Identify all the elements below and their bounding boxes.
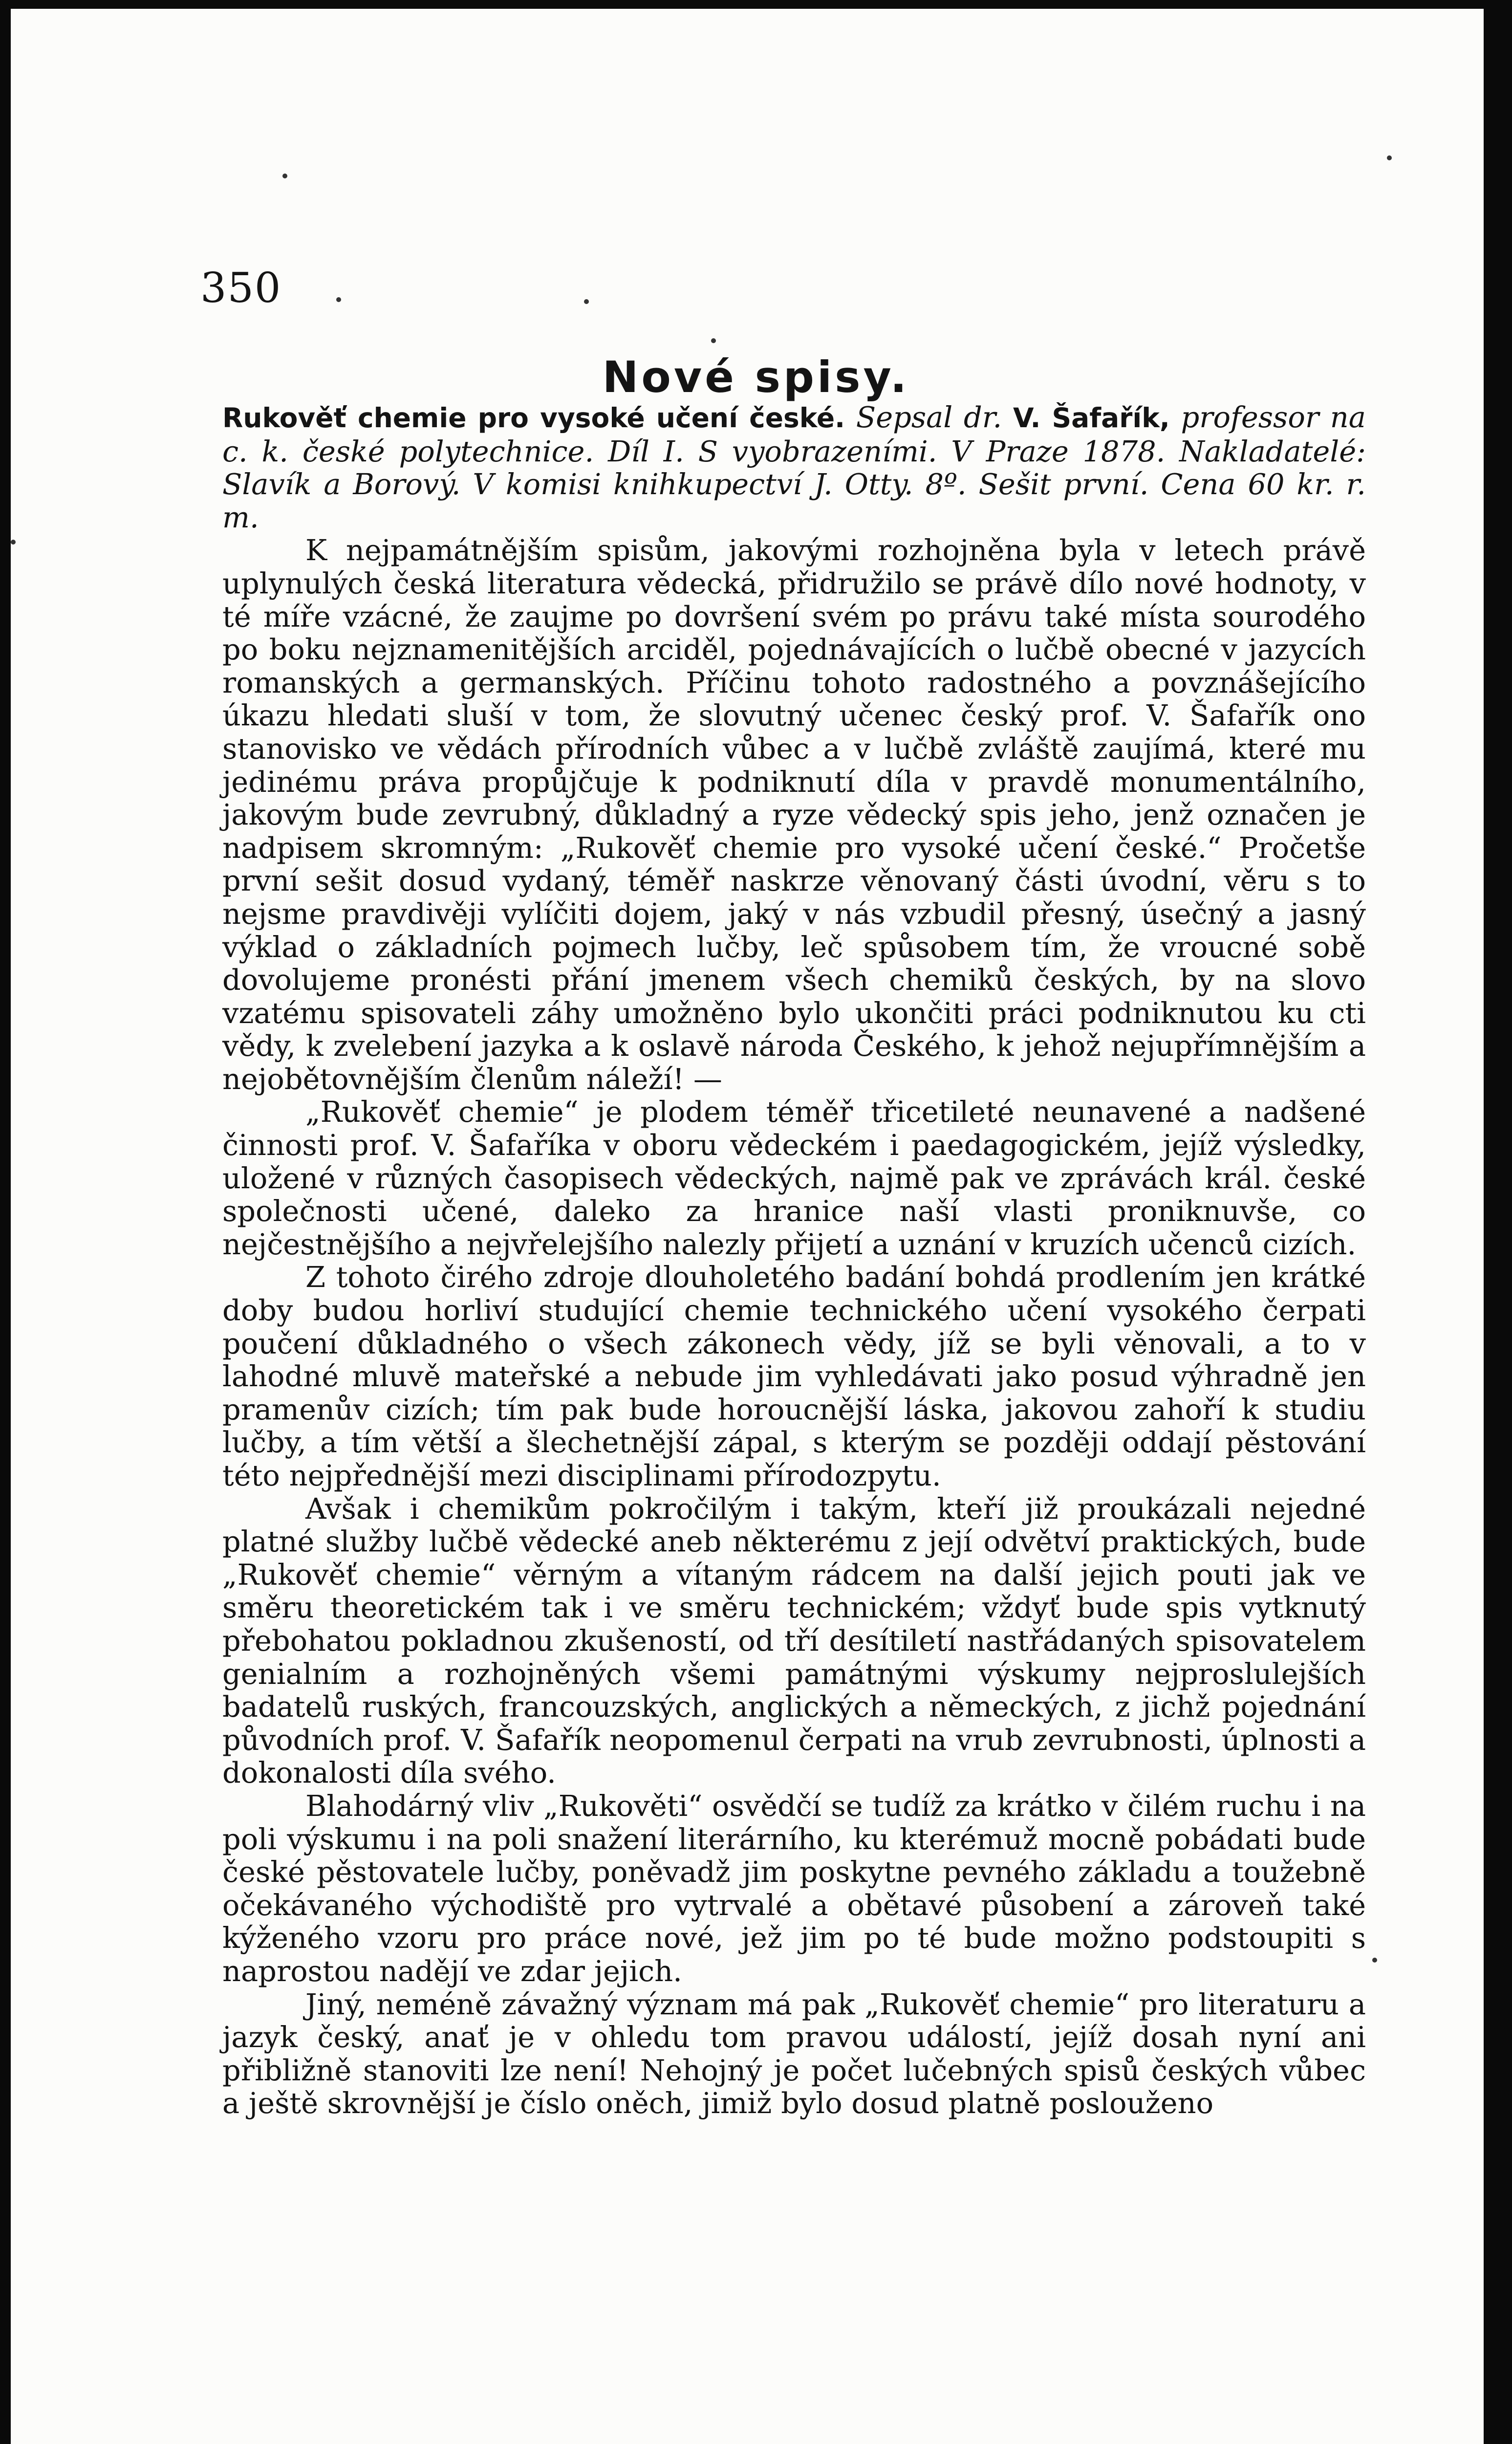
paragraph-3: Z tohoto čirého zdroje dlouholetého badání bohdá prodlením jen krátké doby budou horliví studující chemie technického učení vysokého čerpati poučení důkladného o všech zákonech vědy, jíž se byli věnovali, a to v lahodné mluvě mateřské a nebude jim vyhledávati jako posud výhradně jen pramenův cizích; tím pak bude horoucnější láska, jakovou zahoří k studiu lučby, a tím větší a šlechetnější zápal, s kterým se později oddají pěstování této nejpřednější mezi disciplinami přírodozpytu. bbox=[222, 1260, 1366, 1492]
page-number: 350 bbox=[200, 264, 282, 312]
scan-speck bbox=[282, 174, 287, 178]
book-author: V. Šafařík, bbox=[1013, 402, 1170, 434]
paragraph-1: K nejpamátnějším spisům, jakovými rozhojněna byla v letech právě uplynulých česká literatura vědecká, přidružilo se právě dílo nové hodnoty, v té míře vzácné, že zaujme po dovršení svém po právu také místa sourodého po boku nejznamenitějších arciděl, pojednávajících o lučbě obecné v jazycích romanských a germanských. Příčinu tohoto radostného a povznášejícího úkazu hledati sluší v tom, že slovutný učenec český prof. V. Šafařík ono stanovisko ve vědách přírodních vůbec a v lučbě zvláště zaujímá, které mu jedinému práva propůjčuje k podniknutí díla v pravdě monumentálního, jakovým bude zevrubný, důkladný a ryze vědecký spis jeho, jenž označen je nadpisem skromným: „Rukověť chemie pro vysoké učení české.“ Pročetše první sešit dosud vydaný, téměř naskrze věnovaný části úvodní, věru s to nejsme pravdivěji vylíčiti dojem, jaký v nás vzbudil přesný, úsečný a jasný výklad o základních pojmech lučby, leč spůsobem tím, že vroucné sobě dovolujeme pronésti přání jmenem všech chemiků českých, by na slovo vzatému spisovateli záhy umožněno bylo ukončiti práci podniknutou ku cti vědy, k zvelebení jazyka a k oslavě národa Českého, k jehož nejupřímnějším a nejobětovnějším členům náleží! — bbox=[222, 533, 1366, 1096]
scan-speck bbox=[584, 299, 589, 304]
book-reference bbox=[222, 401, 1366, 534]
paragraph-2: „Rukověť chemie“ je plodem téměř třicetileté neunavené a nadšené činnosti prof. V. Šafaříka v oboru vědeckém i paedagogickém, jejíž výsledky, uložené v různých časopisech vědeckých, najmě pak ve zprávách král. české společnosti učené, daleko za hranice naší vlasti proniknuvše, co nejčestnějšího a nejvřelejšího nalezly přijetí a uznání v kruzích učenců cizích. bbox=[222, 1095, 1366, 1261]
paragraph-4: Avšak i chemikům pokročilým i takým, kteří již proukázali nejedné platné služby lučbě vědecké aneb některému z její odvětví praktických, bude „Rukověť chemie“ věrným a vítaným rádcem na další jejich pouti jak ve směru theoretickém tak i ve směru technickém; vždyť bude spis vytknutý přebohatou pokladnou zkušeností, od tří desítiletí nastřádaných spisovatelem genialním a rozhojněných všemi památnými výskumy nejproslulejších badatelů ruských, francouzských, anglických a německých, z jichž pojednání původních prof. V. Šafařík neopomenul čerpati na vrub zevrubnosti, úplnosti a dokonalosti díla svého. bbox=[222, 1491, 1366, 1790]
scan-speck bbox=[11, 540, 16, 545]
scan-speck bbox=[1372, 1958, 1377, 1963]
book-compiled-by: Sepsal dr. bbox=[856, 400, 1002, 434]
scan-speck bbox=[711, 338, 716, 343]
section-title: Nové spisy. bbox=[602, 352, 910, 402]
book-title: Rukověť chemie pro vysoké učení české. bbox=[222, 402, 845, 434]
scan-border-top bbox=[0, 0, 1512, 9]
scan-speck bbox=[336, 297, 341, 302]
paragraph-5: Blahodárný vliv „Rukověti“ osvědčí se tudíž za krátko v čilém ruchu i na poli výskumu i na poli snažení literárního, ku kterémuž mocně pobádati bude české pěstovatele lučby, poněvadž jim poskytne pevného základu a toužebně očekávaného východiště pro vytrvalé a obětavé působení a zároveň také kýženého vzoru pro práce nové, jež jim po té bude možno podstoupiti s naprostou nadějí ve zdar jejich. bbox=[222, 1789, 1366, 1988]
scan-speck bbox=[1387, 155, 1392, 160]
paragraph-6: Jiný, neméně závažný význam má pak „Rukověť chemie“ pro literaturu a jazyk český, anať je v ohledu tom pravou událostí, jejíž dosah nyní ani přibližně stanoviti lze není! Nehojný je počet lučebných spisů českých vůbec a ještě skrovnější je číslo oněch, jimiž bylo dosud platně poslouženo bbox=[222, 1987, 1366, 2120]
book-details: professor na c. k. české polytechnice. Díl I. S vyobrazeními. V Praze 1878. Nakladatelé: Slavík a Borový. V komisi knihkupectví J. Otty. 8º. Sešit první. Cena 60 kr. r. m. bbox=[222, 400, 1366, 534]
article-body bbox=[222, 401, 1366, 2120]
